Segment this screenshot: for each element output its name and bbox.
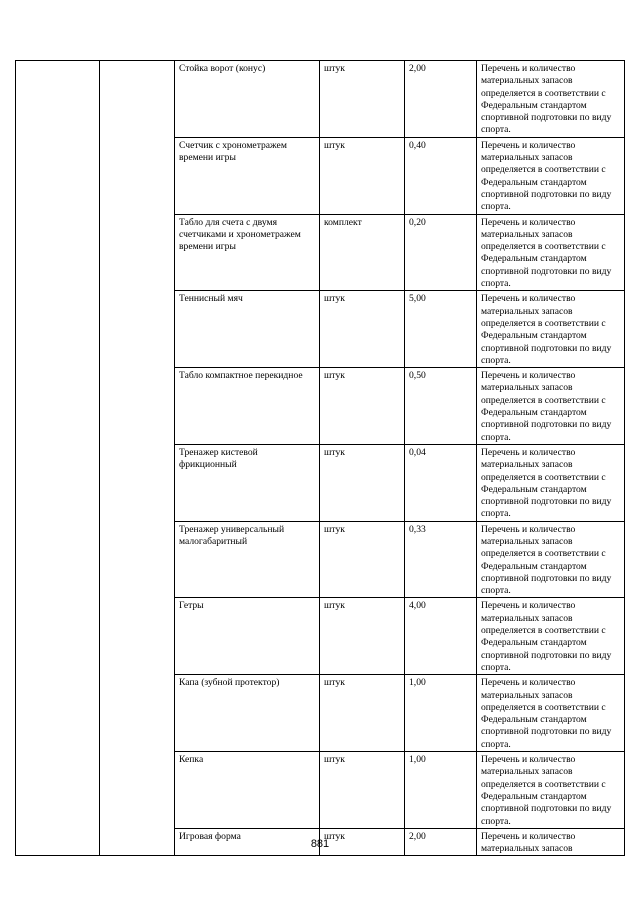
item-quantity: 0,20 <box>405 214 477 291</box>
item-note: Перечень и количество материальных запасов определяется в соответствии с Федеральным стандартом спортивной подготовки по виду спорта. <box>477 752 625 829</box>
merged-empty-cell-2 <box>100 61 175 856</box>
item-unit: штук <box>320 598 405 675</box>
item-quantity: 1,00 <box>405 675 477 752</box>
item-name: Капа (зубной протектор) <box>175 675 320 752</box>
item-quantity: 0,04 <box>405 444 477 521</box>
item-quantity: 0,40 <box>405 137 477 214</box>
item-name: Теннисный мяч <box>175 291 320 368</box>
item-note: Перечень и количество материальных запасов определяется в соответствии с Федеральным стандартом спортивной подготовки по виду спорта. <box>477 598 625 675</box>
item-unit: штук <box>320 368 405 445</box>
item-note: Перечень и количество материальных запасов определяется в соответствии с Федеральным стандартом спортивной подготовки по виду спорта. <box>477 214 625 291</box>
item-unit: штук <box>320 137 405 214</box>
item-unit: штук <box>320 61 405 138</box>
item-note: Перечень и количество материальных запасов определяется в соответствии с Федеральным стандартом спортивной подготовки по виду спорта. <box>477 368 625 445</box>
item-quantity: 2,00 <box>405 61 477 138</box>
item-note: Перечень и количество материальных запасов определяется в соответствии с Федеральным стандартом спортивной подготовки по виду спорта. <box>477 291 625 368</box>
item-quantity: 0,50 <box>405 368 477 445</box>
item-unit: штук <box>320 291 405 368</box>
item-note: Перечень и количество материальных запасов определяется в соответствии с Федеральным стандартом спортивной подготовки по виду спорта. <box>477 521 625 598</box>
item-unit: штук <box>320 752 405 829</box>
item-unit: штук <box>320 444 405 521</box>
item-quantity: 4,00 <box>405 598 477 675</box>
item-quantity: 1,00 <box>405 752 477 829</box>
item-unit: штук <box>320 521 405 598</box>
item-note: Перечень и количество материальных запасов определяется в соответствии с Федеральным стандартом спортивной подготовки по виду спорта. <box>477 444 625 521</box>
item-quantity: 2,00 <box>405 828 477 855</box>
item-name: Табло для счета с двумя счетчиками и хронометражем времени игры <box>175 214 320 291</box>
item-name: Стойка ворот (конус) <box>175 61 320 138</box>
item-unit: штук <box>320 828 405 855</box>
item-quantity: 5,00 <box>405 291 477 368</box>
item-name: Тренажер универсальный малогабаритный <box>175 521 320 598</box>
item-name: Гетры <box>175 598 320 675</box>
item-name: Счетчик с хронометражем времени игры <box>175 137 320 214</box>
item-unit: комплект <box>320 214 405 291</box>
item-unit: штук <box>320 675 405 752</box>
materials-table <box>15 60 625 856</box>
merged-empty-cell-1 <box>16 61 100 856</box>
item-name: Игровая форма <box>175 828 320 855</box>
page-number: 881 <box>310 838 330 850</box>
item-note: Перечень и количество материальных запасов определяется в соответствии с Федеральным стандартом спортивной подготовки по виду спорта. <box>477 675 625 752</box>
item-name: Кепка <box>175 752 320 829</box>
item-note: Перечень и количество материальных запасов определяется в соответствии с Федеральным стандартом спортивной подготовки по виду спорта. <box>477 137 625 214</box>
item-note: Перечень и количество материальных запасов <box>481 830 576 855</box>
item-name: Тренажер кистевой фрикционный <box>175 444 320 521</box>
item-name: Табло компактное перекидное <box>175 368 320 445</box>
item-quantity: 0,33 <box>405 521 477 598</box>
table-row <box>16 61 625 138</box>
item-note: Перечень и количество материальных запасов определяется в соответствии с Федеральным стандартом спортивной подготовки по виду спорта. <box>477 61 625 138</box>
